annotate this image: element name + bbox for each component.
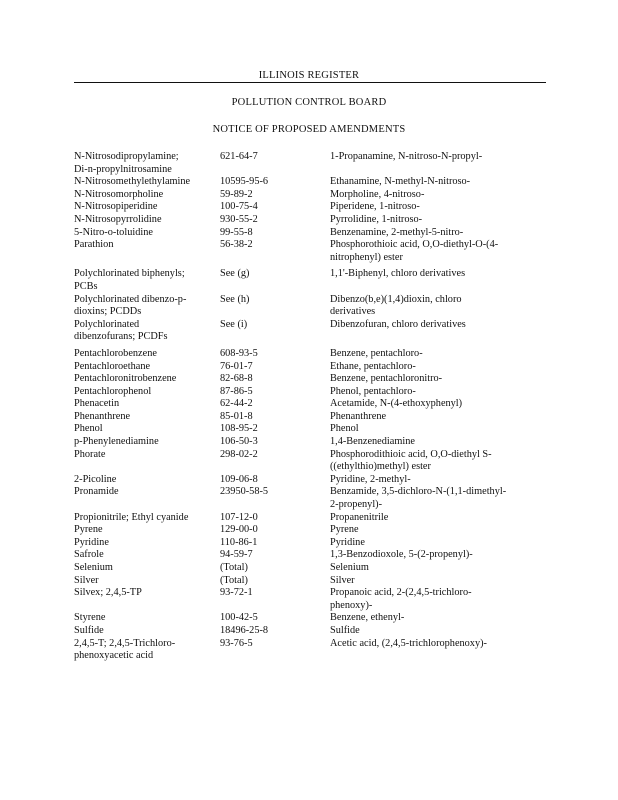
table-row (74, 319, 574, 344)
notice-title: NOTICE OF PROPOSED AMENDMENTS (212, 124, 406, 135)
table-row (74, 625, 574, 638)
cas-number-cell: 59-89-2 (220, 188, 253, 200)
table-row (74, 151, 574, 176)
table-row (74, 411, 574, 424)
table-row (74, 386, 574, 399)
cas-number-cell: 110-86-1 (220, 536, 258, 548)
chemical-name-line: Pyridine (330, 536, 365, 548)
chemical-name-cell (330, 151, 574, 164)
table-row (74, 562, 574, 575)
table-row (74, 361, 574, 374)
cas-number-cell: 99-55-8 (220, 226, 253, 238)
table-row (74, 176, 574, 189)
common-name-cell (74, 549, 220, 562)
cas-number-cell: 129-00-0 (220, 524, 258, 536)
chemical-name-line: 1,3-Benzodioxole, 5-(2-propenyl)- (330, 549, 473, 561)
cas-number-cell: 94-59-7 (220, 549, 253, 561)
table-row (74, 575, 574, 588)
common-name-line: dioxins; PCDDs (74, 306, 142, 318)
chemical-name-line: 1,1'-Biphenyl, chloro derivatives (330, 268, 466, 280)
common-name-cell (74, 227, 220, 240)
common-name-line: Phorate (74, 448, 106, 460)
common-name-line: Polychlorinated dibenzo-p- (74, 293, 187, 305)
table-row (74, 474, 574, 487)
common-name-cell (74, 449, 220, 462)
common-name-line: Propionitrile; Ethyl cyanide (74, 511, 189, 523)
common-name-line: p-Phenylenediamine (74, 436, 159, 448)
table-row (74, 294, 574, 319)
common-name-line: dibenzofurans; PCDFs (74, 331, 168, 343)
chemical-name-cell (330, 549, 574, 562)
common-name-line: Phenacetin (74, 398, 120, 410)
common-name-cell (74, 268, 220, 293)
cas-number-cell: 608-93-5 (220, 347, 258, 359)
chemical-name-cell (330, 319, 574, 332)
table-row (74, 486, 574, 511)
chemical-name-line: Pyridine, 2-methyl- (330, 473, 411, 485)
table-row (74, 189, 574, 202)
common-name-cell (74, 474, 220, 487)
chemical-name-cell (330, 189, 574, 202)
chemical-name-line: nitrophenyl) ester (330, 251, 403, 263)
chemical-name-cell (330, 575, 574, 588)
table-row (74, 398, 574, 411)
cas-number-cell: See (g) (220, 268, 250, 280)
common-name-cell (74, 587, 220, 600)
common-name-line: PCBs (74, 280, 98, 292)
table-row (74, 512, 574, 525)
chemical-name-line: Acetic acid, (2,4,5-trichlorophenoxy)- (330, 637, 487, 649)
chemical-name-line: Dibenzofuran, chloro derivatives (330, 318, 466, 330)
table-row (74, 268, 574, 293)
common-name-line: N-Nitrosopiperidine (74, 201, 158, 213)
common-name-line: Phenol (74, 423, 103, 435)
cas-number-cell: See (i) (220, 318, 248, 330)
cas-number-cell: 93-72-1 (220, 587, 253, 599)
chemical-name-cell (330, 423, 574, 436)
chemical-name-cell (330, 373, 574, 386)
common-name-cell (74, 436, 220, 449)
board-title: POLLUTION CONTROL BOARD (231, 97, 387, 108)
common-name-line: N-Nitrosopyrrolidine (74, 213, 162, 225)
table-row (74, 239, 574, 264)
chemical-name-line: Benzene, pentachloro- (330, 347, 423, 359)
chemical-name-line: Phosphorothioic acid, O,O-diethyl-O-(4- (330, 239, 499, 251)
common-name-line: Pentachlorobenzene (74, 347, 157, 359)
cas-number-cell: 109-06-8 (220, 473, 258, 485)
chemical-name-cell (330, 612, 574, 625)
common-name-cell (74, 638, 220, 663)
chemical-name-line: 1-Propanamine, N-nitroso-N-propyl- (330, 151, 483, 162)
common-name-line: Parathion (74, 239, 114, 251)
chemical-name-line: Ethanamine, N-methyl-N-nitroso- (330, 176, 471, 188)
chemical-name-line: Benzene, pentachloronitro- (330, 373, 443, 385)
chemical-name-cell (330, 436, 574, 449)
common-name-cell (74, 562, 220, 575)
chemical-name-cell (330, 524, 574, 537)
chemical-name-line: derivatives (330, 306, 376, 318)
cas-number-cell: 87-86-5 (220, 385, 253, 397)
cas-number-cell: See (h) (220, 293, 250, 305)
chemical-name-line: Phenol, pentachloro- (330, 385, 416, 397)
cas-number-cell: (Total) (220, 562, 248, 573)
common-name-cell (74, 294, 220, 319)
cas-number-cell: (Total) (220, 574, 248, 586)
common-name-cell (74, 537, 220, 550)
common-name-line: Pyrene (74, 524, 103, 536)
chemical-name-line: Phenol (330, 423, 359, 435)
common-name-cell (74, 386, 220, 399)
cas-number-cell: 107-12-0 (220, 511, 258, 523)
chemical-name-line: phenoxy)- (330, 599, 373, 611)
chemical-name-line: Piperidene, 1-nitroso- (330, 201, 420, 213)
chemical-name-line: Benzamide, 3,5-dichloro-N-(1,1-dimethyl- (330, 486, 507, 498)
common-name-cell (74, 373, 220, 386)
chemical-name-line: Silver (330, 574, 355, 586)
cas-number-cell: 930-55-2 (220, 213, 258, 225)
common-name-cell (74, 398, 220, 411)
common-name-line: Silver (74, 574, 99, 586)
common-name-line: Pentachloronitrobenzene (74, 373, 177, 385)
common-name-line: Safrole (74, 549, 104, 561)
cas-number-cell: 23950-58-5 (220, 486, 269, 498)
cas-number-cell: 76-01-7 (220, 360, 253, 372)
chemical-name-cell (330, 294, 574, 319)
chemical-name-cell (330, 176, 574, 189)
cas-number-cell: 10595-95-6 (220, 176, 269, 188)
common-name-line: Polychlorinated (74, 318, 140, 330)
common-name-cell (74, 575, 220, 588)
table-row (74, 549, 574, 562)
common-name-cell (74, 201, 220, 214)
header-rule (74, 82, 546, 83)
common-name-cell (74, 524, 220, 537)
chemical-name-cell (330, 268, 574, 281)
chemical-name-line: Ethane, pentachloro- (330, 360, 416, 372)
cas-number-cell: 108-95-2 (220, 423, 258, 435)
common-name-line: Silvex; 2,4,5-TP (74, 587, 142, 599)
common-name-line: Pentachloroethane (74, 360, 151, 372)
common-name-line: 2-Picoline (74, 473, 117, 485)
table-row (74, 423, 574, 436)
common-name-cell (74, 348, 220, 361)
common-name-cell (74, 612, 220, 625)
cas-number-cell: 18496-25-8 (220, 624, 269, 636)
cas-number-cell: 82-68-8 (220, 373, 253, 385)
chemical-name-cell (330, 537, 574, 550)
chemical-name-line: Phosphorodithioic acid, O,O-diethyl S- (330, 448, 492, 460)
chemical-name-line: Morpholine, 4-nitroso- (330, 188, 425, 200)
chemical-name-cell (330, 562, 574, 575)
cas-number-cell: 93-76-5 (220, 637, 253, 649)
chemical-name-line: Sulfide (330, 624, 360, 636)
common-name-cell (74, 319, 220, 344)
chemical-name-cell (330, 386, 574, 399)
cas-number-cell: 100-42-5 (220, 612, 258, 624)
cas-number-cell: 100-75-4 (220, 201, 258, 213)
chemical-name-cell (330, 398, 574, 411)
chemical-name-cell (330, 201, 574, 214)
register-title: ILLINOIS REGISTER (258, 70, 360, 81)
common-name-line: 2,4,5-T; 2,4,5-Trichloro- (74, 637, 176, 649)
chemical-name-line: 2-propenyl)- (330, 499, 383, 511)
cas-number-cell: 298-02-2 (220, 448, 258, 460)
common-name-cell (74, 151, 220, 176)
common-name-cell (74, 625, 220, 638)
table-row (74, 201, 574, 214)
chemical-name-line: Selenium (330, 562, 369, 573)
common-name-cell (74, 361, 220, 374)
chemical-name-line: Benzene, ethenyl- (330, 612, 405, 624)
chemical-name-line: 1,4-Benzenediamine (330, 436, 415, 448)
cas-number-cell: 85-01-8 (220, 410, 253, 422)
common-name-line: Selenium (74, 562, 113, 573)
common-name-line: N-Nitrosomethylethylamine (74, 176, 191, 188)
common-name-line: N-Nitrosodipropylamine; (74, 151, 179, 162)
common-name-cell (74, 176, 220, 189)
common-name-line: Pentachlorophenol (74, 385, 152, 397)
cas-number-cell: 62-44-2 (220, 398, 253, 410)
common-name-cell (74, 411, 220, 424)
common-name-line: Pronamide (74, 486, 119, 498)
table-row (74, 348, 574, 361)
common-name-cell (74, 512, 220, 525)
table-row (74, 587, 574, 612)
common-name-line: Phenanthrene (74, 410, 131, 422)
cas-number-cell: 106-50-3 (220, 436, 258, 448)
chemical-name-cell (330, 239, 574, 264)
table-row (74, 612, 574, 625)
chemical-name-line: ((ethylthio)methyl) ester (330, 461, 431, 473)
chemical-name-line: Propanoic acid, 2-(2,4,5-trichloro- (330, 587, 472, 599)
cas-number-cell: 56-38-2 (220, 239, 253, 251)
chemical-name-cell (330, 474, 574, 487)
table-row (74, 524, 574, 537)
chemical-name-cell (330, 625, 574, 638)
common-name-line: Polychlorinated biphenyls; (74, 268, 185, 280)
table-row (74, 214, 574, 227)
table-row (74, 227, 574, 240)
chemical-name-cell (330, 227, 574, 240)
chemical-name-line: Acetamide, N-(4-ethoxyphenyl) (330, 398, 463, 410)
table-row (74, 373, 574, 386)
common-name-line: Di-n-propylnitrosamine (74, 163, 172, 175)
common-name-line: 5-Nitro-o-toluidine (74, 226, 153, 238)
chemical-name-line: Dibenzo(b,e)(1,4)dioxin, chloro (330, 293, 462, 305)
common-name-cell (74, 423, 220, 436)
common-name-cell (74, 214, 220, 227)
chemical-name-cell (330, 587, 574, 612)
chemical-name-cell (330, 638, 574, 651)
common-name-line: phenoxyacetic acid (74, 650, 154, 662)
chemical-name-line: Pyrrolidine, 1-nitroso- (330, 213, 423, 225)
common-name-cell (74, 486, 220, 499)
chemical-name-cell (330, 348, 574, 361)
table-row (74, 436, 574, 449)
chemical-name-cell (330, 411, 574, 424)
common-name-cell (74, 239, 220, 252)
chemical-name-line: Benzenamine, 2-methyl-5-nitro- (330, 226, 464, 238)
chemical-name-line: Phenanthrene (330, 410, 387, 422)
common-name-line: Styrene (74, 612, 106, 624)
common-name-line: Pyridine (74, 536, 109, 548)
chemical-name-cell (330, 449, 574, 474)
table-row (74, 537, 574, 550)
chemical-name-line: Propanenitrile (330, 511, 389, 523)
common-name-line: N-Nitrosomorpholine (74, 188, 164, 200)
table-row (74, 449, 574, 474)
common-name-cell (74, 189, 220, 202)
constituent-table (74, 151, 574, 663)
chemical-name-line: Pyrene (330, 524, 359, 536)
common-name-line: Sulfide (74, 624, 104, 636)
chemical-name-cell (330, 512, 574, 525)
cas-number-cell: 621-64-7 (220, 151, 258, 162)
table-row (74, 638, 574, 663)
chemical-name-cell (330, 214, 574, 227)
chemical-name-cell (330, 361, 574, 374)
chemical-name-cell (330, 486, 574, 511)
